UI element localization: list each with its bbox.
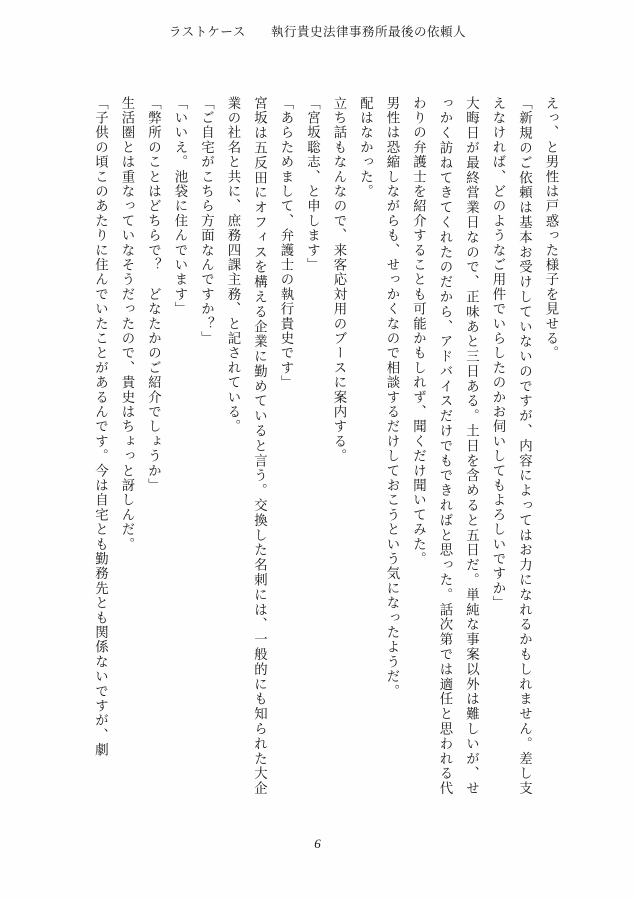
paragraph: 「あらためまして、弁護士の執行貴史です」 <box>279 96 294 390</box>
paragraph: 「ご自宅がこちら方面なんですか？」 <box>199 96 215 346</box>
paragraph: 配はなかった。 <box>358 96 374 199</box>
paragraph: えっ、と男性は戸惑った様子を見せる。 <box>544 96 559 361</box>
paragraph: 立ち話もなんなので、来客応対用のブースに案内する。 <box>332 96 347 464</box>
body-text-area <box>78 96 564 796</box>
paragraph: 「宮坂聡志、と申します」 <box>305 96 321 273</box>
running-header-chapter: 執行貴史法律事務所最後の依頼人 <box>271 25 467 39</box>
running-header-series: ラストケース <box>168 25 246 39</box>
paragraph: 「いいえ。池袋に住んでいます」 <box>173 96 188 317</box>
paragraph: 生活圏とは重なっていなそうだったので、貴史はちょっと訝しんだ。 <box>120 96 135 552</box>
vertical-text-block <box>78 96 564 796</box>
paragraph: 「弊所のことはどちらで？ どなたかのご紹介でしょうか」 <box>146 96 162 493</box>
paragraph: 宮坂は五反田にオフィスを構える企業に勤めていると言う。交換した名刺には、一般的にも知られた大企業の社名と共に、庶務四課主務、と記されている。 <box>226 96 268 796</box>
paragraph: 男性は恐縮しながらも、せっかくなので相談するだけしておこうという気になったようだ。 <box>385 96 400 699</box>
paragraph: 「子供の頃このあたりに住んでいたことがあるんです。今は自宅とも勤務先とも関係ないですが、劇 <box>93 96 109 758</box>
paragraph: 大晦日が最終営業日なので、正味あと三日ある。土日を含めると五日だ。単純な事案以外は難しいが、せっかく訪ねてきてくれたのだから、アドバイスだけでもできればと思った。話次第では適任と思われる代わりの弁護士を紹介することも可能かもしれず、聞くだけ聞いてみた。 <box>411 96 480 796</box>
paragraph: 「新規のご依頼は基本お受けしていないのですが、内容によってはお力になれるかもしれません。差し支えなければ、どのようなご用件でいらしたのかお伺いしてもよろしいですか」 <box>491 96 533 796</box>
page-number: 6 <box>314 836 321 851</box>
running-header <box>0 22 635 40</box>
